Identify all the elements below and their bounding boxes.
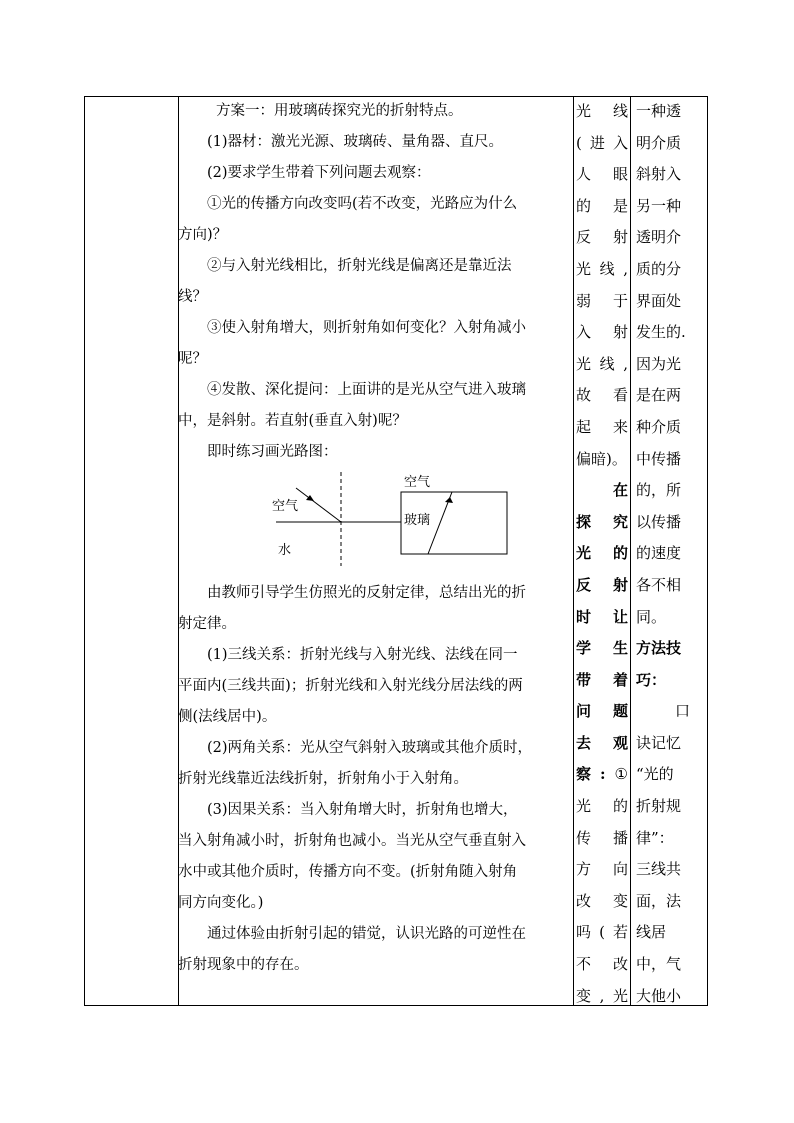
text-line: 不改 bbox=[576, 955, 628, 974]
text-line: 去观 bbox=[576, 733, 628, 752]
text-line: 入射 bbox=[576, 323, 628, 342]
text-line: 改变 bbox=[576, 891, 628, 910]
text-line: 大他小 bbox=[636, 986, 682, 1005]
text-line: 起来 bbox=[576, 417, 628, 436]
text-line: 因为光 bbox=[636, 354, 682, 373]
text-line: 中，是斜射。若直射(垂直入射)呢？ bbox=[178, 413, 407, 429]
column-divider bbox=[573, 97, 574, 1005]
text-line: 面，法 bbox=[636, 891, 682, 910]
text-line: 种介质 bbox=[636, 417, 682, 436]
text-line: 反射 bbox=[576, 575, 628, 594]
text-line: 是在两 bbox=[636, 386, 682, 405]
figure-label: 空气 bbox=[404, 475, 431, 490]
method-title: 巧： bbox=[636, 670, 667, 689]
figure-label: 水 bbox=[278, 543, 292, 558]
text-line: 光的 bbox=[576, 544, 628, 563]
text-line: 律”： bbox=[636, 828, 674, 847]
text-line: 平面内(三线共面)；折射光线和入射光线分居法线的两 bbox=[178, 678, 523, 694]
text-line: 即时练习画光路图： bbox=[207, 444, 338, 460]
text-line: “光的 bbox=[636, 765, 674, 784]
text-line: (1)器材：激光光源、玻璃砖、量角器、直尺。 bbox=[207, 134, 504, 150]
text-line: 光线, bbox=[576, 354, 628, 373]
notes-column bbox=[636, 96, 698, 1012]
text-line: 在 bbox=[612, 481, 628, 500]
text-line: (3)因果关系：当入射角增大时，折射角也增大， bbox=[207, 802, 518, 818]
text-line: 方案一：用玻璃砖探究光的折射特点。 bbox=[216, 103, 463, 119]
text-line: 发生的. bbox=[636, 323, 686, 342]
method-title: 方法技 bbox=[636, 639, 682, 658]
text-line: 一种透 bbox=[636, 102, 682, 120]
text-line: 折射现象中的存在。 bbox=[178, 957, 309, 973]
text-line: 明介质 bbox=[636, 133, 682, 152]
text-line: ②与入射光线相比，折射光线是偏离还是靠近法 bbox=[207, 258, 512, 274]
text-line: 中，气 bbox=[636, 955, 682, 974]
text-line: 折射光线靠近法线折射，折射角小于入射角。 bbox=[178, 771, 468, 787]
text-line: 方向 bbox=[576, 860, 628, 879]
text-line: 以传播 bbox=[636, 512, 682, 531]
arrow-icon bbox=[445, 497, 453, 503]
column-divider bbox=[630, 97, 631, 1005]
text-line: 水中或其他介质时，传播方向不变。(折射角随入射角 bbox=[178, 864, 518, 880]
text-line: 另一种 bbox=[636, 196, 682, 215]
text-line bbox=[576, 759, 628, 791]
text-line: 察: bbox=[576, 765, 606, 784]
text-line: 同方向变化。) bbox=[178, 895, 264, 911]
text-line: 口 bbox=[674, 702, 690, 721]
text-line: 光线, bbox=[576, 259, 628, 278]
text-line: 吗(若 bbox=[576, 923, 628, 942]
text-line: 弱于 bbox=[576, 291, 628, 310]
text-line: 透明介 bbox=[636, 228, 682, 247]
text-line: 侧(法线居中)。 bbox=[178, 709, 277, 725]
text-line: ④发散、深化提问：上面讲的是光从空气进入玻璃 bbox=[207, 382, 526, 398]
design-intent-column bbox=[576, 96, 628, 1012]
text-line: 呢？ bbox=[178, 351, 207, 367]
text-line: 斜射入 bbox=[636, 165, 682, 184]
teaching-content-lower bbox=[178, 578, 570, 981]
text-line: 方向)？ bbox=[178, 227, 228, 243]
text-line: 的速度 bbox=[636, 544, 682, 563]
text-line: 三线共 bbox=[636, 860, 682, 879]
text-line: 诀记忆 bbox=[636, 733, 682, 752]
text-line: (2)两角关系：光从空气斜射入玻璃或其他介质时， bbox=[207, 740, 533, 756]
text-line: 光线 bbox=[576, 102, 628, 120]
teaching-content bbox=[178, 96, 570, 468]
text-line: 故看 bbox=[576, 386, 628, 405]
text-line: 当入射角减小时，折射角也减小。当光从空气垂直射入 bbox=[178, 833, 526, 849]
refraction-diagram bbox=[266, 466, 516, 566]
text-line: ③使入射角增大，则折射角如何变化？入射角减小 bbox=[207, 320, 526, 336]
text-line: 折射规 bbox=[636, 797, 682, 816]
text-line: 反射 bbox=[576, 228, 628, 247]
text-line: 变,光 bbox=[576, 986, 628, 1005]
text-line: 学生 bbox=[576, 639, 628, 658]
text-line: 光的 bbox=[576, 797, 628, 816]
text-line: 通过体验由折射引起的错觉，认识光路的可逆性在 bbox=[207, 926, 526, 942]
text-line: 偏暗)。 bbox=[576, 449, 627, 468]
text-line: 人眼 bbox=[576, 165, 628, 184]
text-line: 问题 bbox=[576, 702, 628, 721]
text-line: (1)三线关系：折射光线与入射光线、法线在同一 bbox=[207, 647, 518, 663]
text-line: 带着 bbox=[576, 670, 628, 689]
text-line: 质的分 bbox=[636, 259, 682, 278]
text-line: (进入 bbox=[576, 133, 628, 152]
text-line: 传播 bbox=[576, 828, 628, 847]
text-line: 的，所 bbox=[636, 481, 682, 500]
text-line: ① bbox=[605, 765, 628, 784]
text-line: 线？ bbox=[178, 289, 207, 305]
text-line: 的是 bbox=[576, 196, 628, 215]
figure-label: 玻璃 bbox=[404, 513, 431, 528]
text-line: 中传播 bbox=[636, 449, 682, 468]
text-line: (2)要求学生带着下列问题去观察： bbox=[207, 165, 431, 181]
text-line: 时让 bbox=[576, 607, 628, 626]
text-line: 由教师引导学生仿照光的反射定律，总结出光的折 bbox=[207, 585, 526, 601]
figure-label: 空气 bbox=[272, 499, 299, 514]
text-line: 同。 bbox=[636, 607, 667, 626]
text-line: 射定律。 bbox=[178, 616, 236, 632]
text-line: 线居 bbox=[636, 923, 667, 942]
text-line: 各不相 bbox=[636, 575, 682, 594]
text-line: 探究 bbox=[576, 512, 628, 531]
text-line: ①光的传播方向改变吗(若不改变，光路应为什么 bbox=[207, 196, 518, 212]
text-line: 界面处 bbox=[636, 291, 682, 310]
incident-ray bbox=[296, 488, 341, 522]
